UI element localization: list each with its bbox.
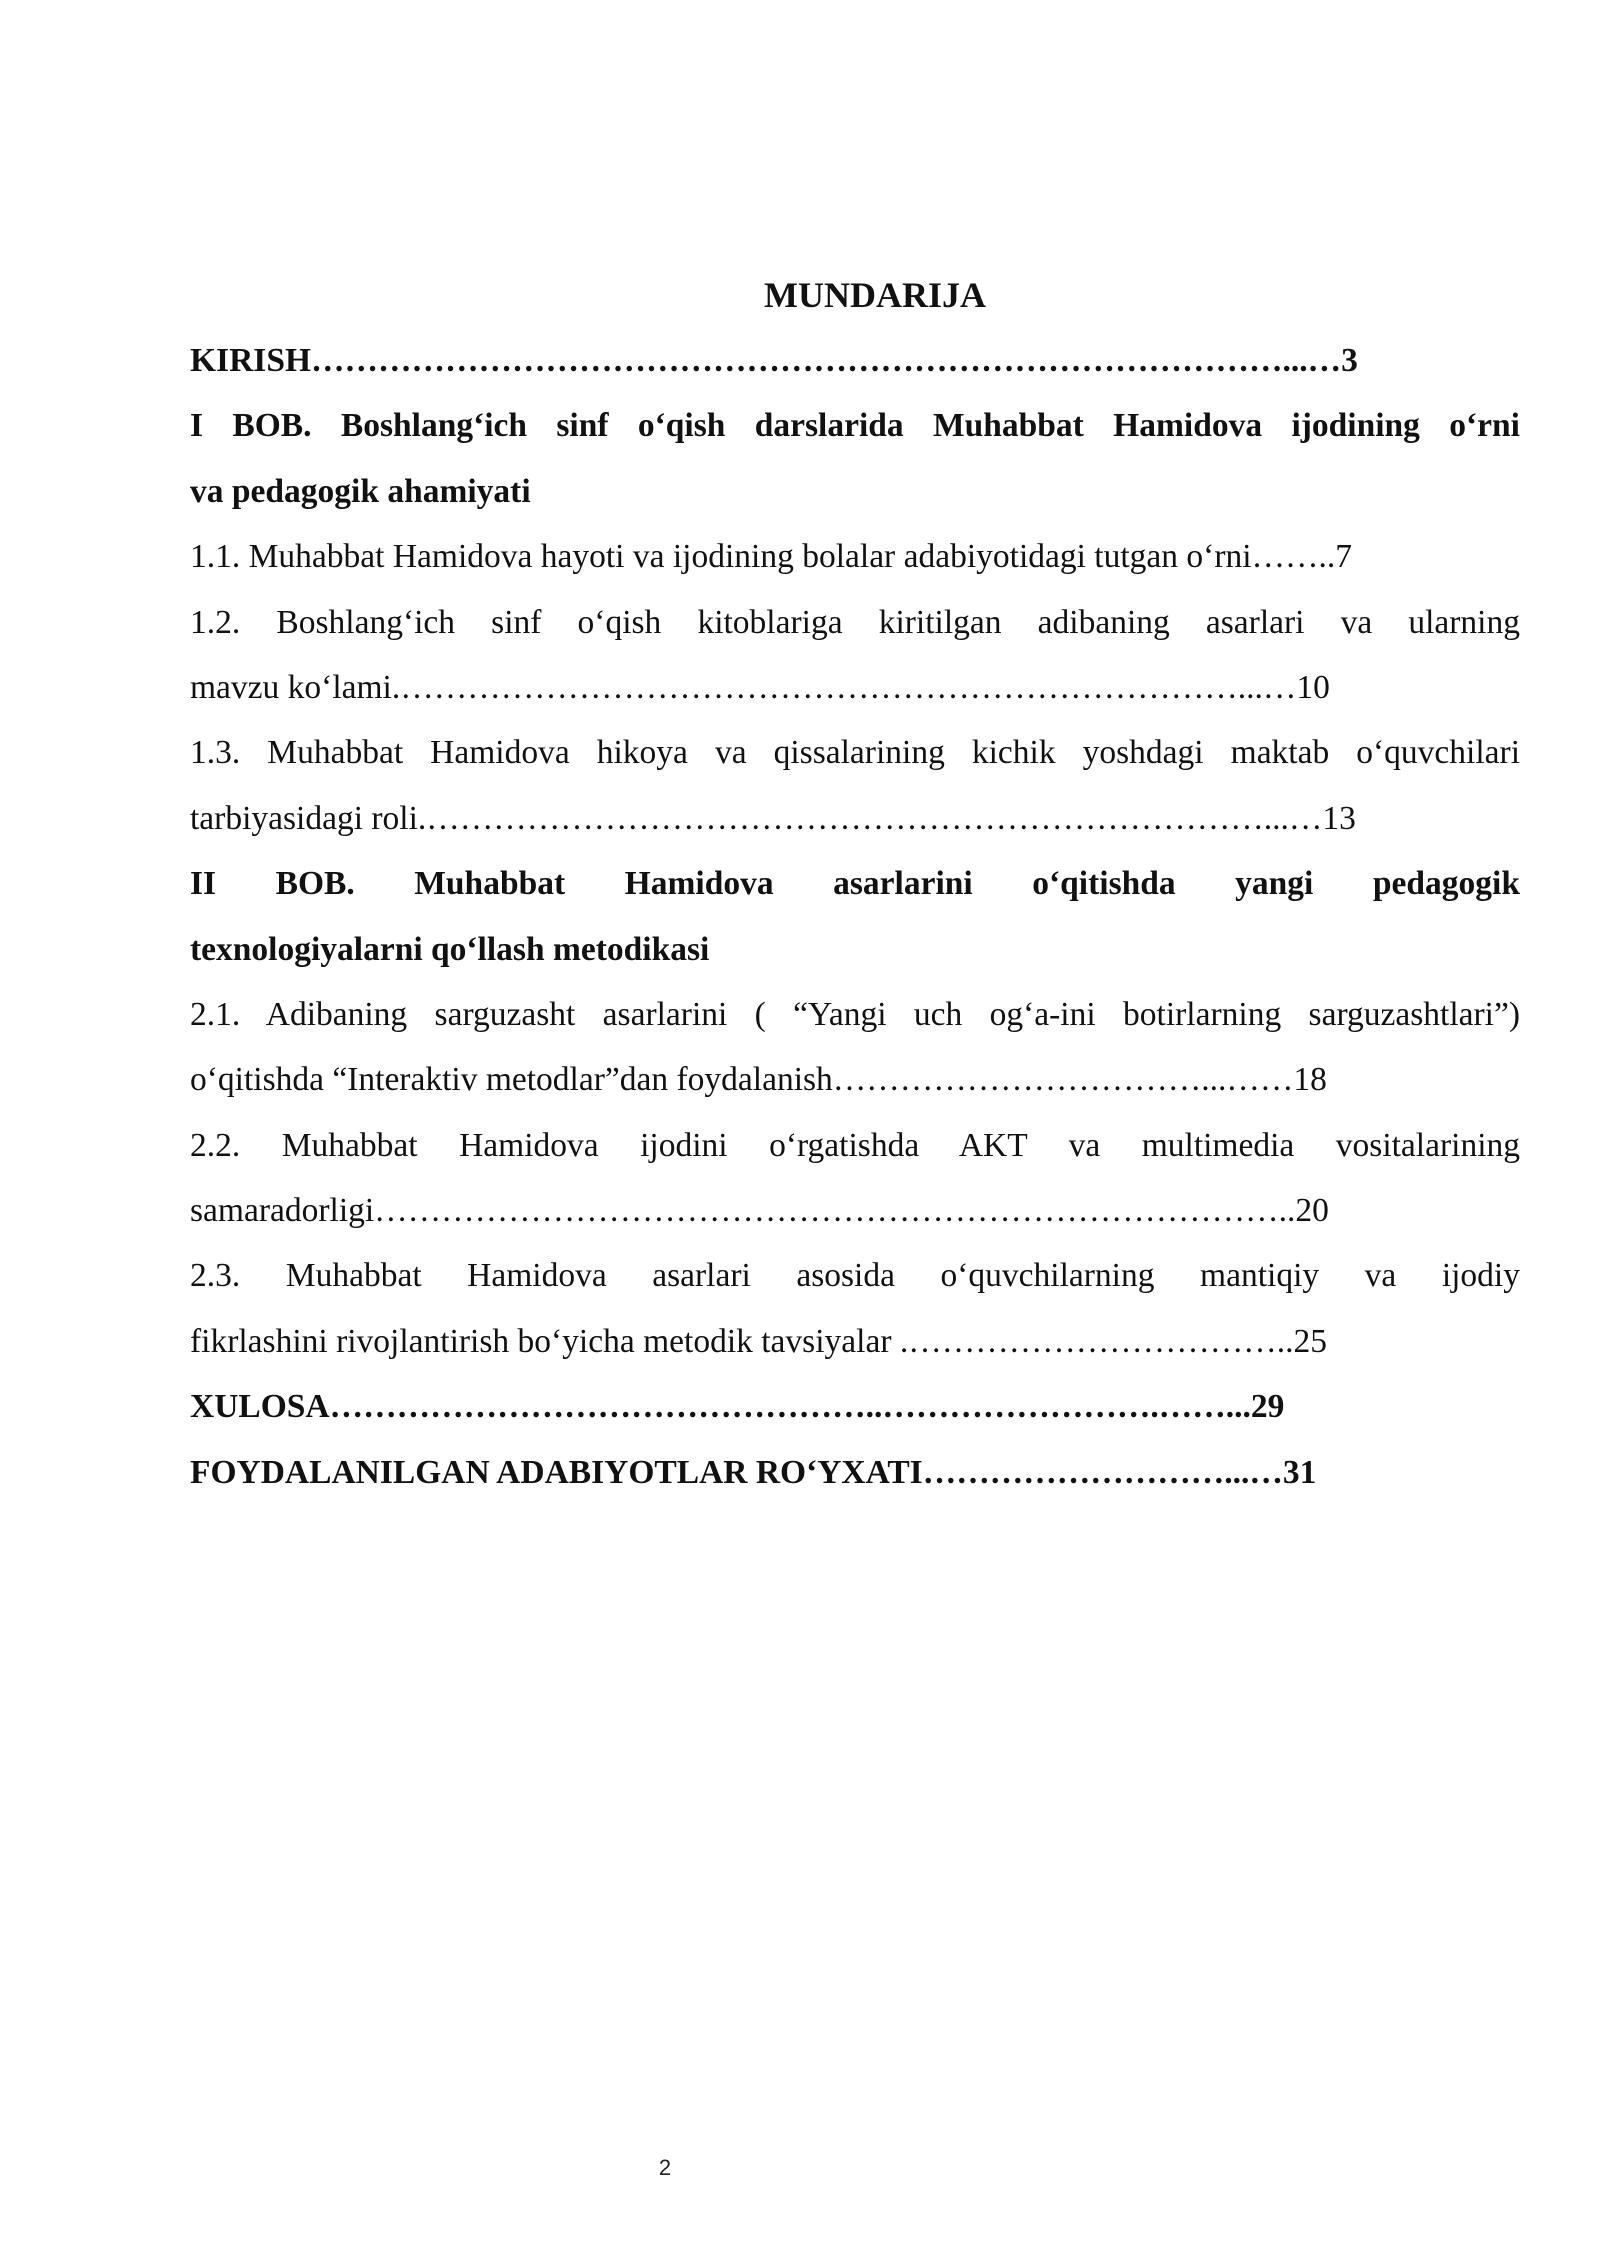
toc-entry-references: FOYDALANILGAN ADABIYOTLAR RO‘YXATI………………………...…31: [190, 1453, 1317, 1491]
toc-entry-1-3-line-2: tarbiyasidagi roli.…………………………………………………………………...…13: [190, 799, 1356, 837]
toc-entry-2-2-line-2: samaradorligi………………………………………………………………………..20: [190, 1192, 1329, 1230]
toc-entry-2-1-line-2: o‘qitishda “Interaktiv metodlar”dan foydalanish……………………………...……18: [190, 1061, 1327, 1099]
toc-chapter-2-heading-line-2: texnologiyalarni qo‘llash metodikasi: [190, 930, 710, 968]
toc-chapter-2-heading-line-1: II BOB. Muhabbat Hamidova asarlarini o‘qitishda yangi pedagogik: [190, 865, 1520, 903]
table-of-contents: [190, 262, 1520, 1505]
toc-entry-1-2-line-2: mavzu ko‘lami.…………………………………………………………………...…10: [190, 668, 1330, 706]
toc-entry-kirish: KIRISH……………………………………………………………………………...…3: [190, 342, 1358, 379]
toc-entry-2-3-line-1: 2.3. Muhabbat Hamidova asarlari asosida o‘quvchilarning mantiqiy va ijodiy: [190, 1257, 1520, 1295]
toc-entry-1-1: 1.1. Muhabbat Hamidova hayoti va ijodining bolalar adabiyotidagi tutgan o‘rni……..7: [190, 538, 1353, 576]
toc-entry-1-3-line-1: 1.3. Muhabbat Hamidova hikoya va qissalarining kichik yoshdagi maktab o‘quvchilari: [190, 734, 1520, 772]
toc-entry-1-2-line-1: 1.2. Boshlang‘ich sinf o‘qish kitoblariga kiritilgan adibaning asarlari va ularning: [190, 603, 1520, 641]
page-number: 2: [658, 2155, 672, 2180]
toc-chapter-1-heading-line-2: va pedagogik ahamiyati: [190, 472, 531, 510]
toc-title: MUNDARIJA: [764, 275, 986, 315]
toc-entry-xulosa: XULOSA…………………………………………..…………………….……...29: [190, 1388, 1285, 1426]
toc-entry-2-2-line-1: 2.2. Muhabbat Hamidova ijodini o‘rgatishda AKT va multimedia vositalarining: [190, 1126, 1520, 1164]
toc-entry-2-1-line-1: 2.1. Adibaning sarguzasht asarlarini ( “Yangi uch og‘a-ini botirlarning sarguzashtlari”): [190, 995, 1520, 1033]
toc-chapter-1-heading-line-1: I BOB. Boshlang‘ich sinf o‘qish darslarida Muhabbat Hamidova ijodining o‘rni: [190, 407, 1520, 445]
toc-entry-2-3-line-2: fikrlashini rivojlantirish bo‘yicha metodik tavsiyalar .……………………………..25: [190, 1322, 1327, 1360]
